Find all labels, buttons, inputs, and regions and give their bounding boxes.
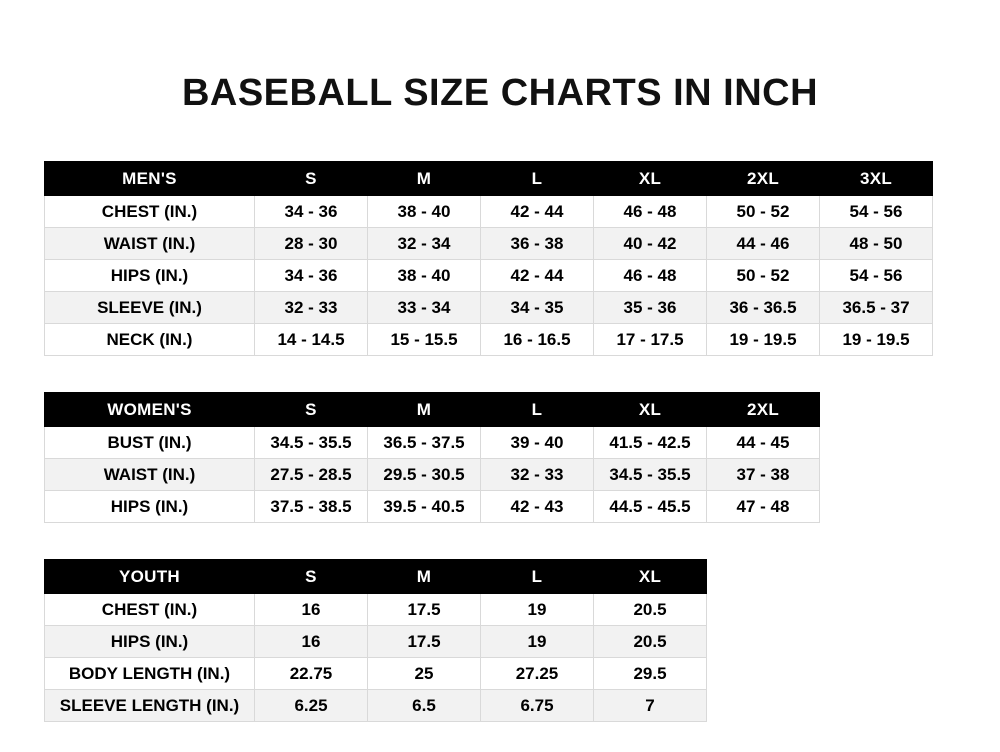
table-cell: 36.5 - 37.5 <box>368 427 481 459</box>
table-cell: 17.5 <box>368 626 481 658</box>
column-header: L <box>481 560 594 594</box>
table-cell: 38 - 40 <box>368 196 481 228</box>
table-cell: 6.25 <box>255 690 368 722</box>
row-label: WAIST (IN.) <box>45 459 255 491</box>
row-label: HIPS (IN.) <box>45 626 255 658</box>
charts-container <box>0 161 1000 722</box>
row-label: CHEST (IN.) <box>45 594 255 626</box>
table-cell: 34 - 36 <box>255 260 368 292</box>
table-cell: 34.5 - 35.5 <box>594 459 707 491</box>
table-row <box>45 594 707 626</box>
table-cell: 54 - 56 <box>820 196 933 228</box>
column-header: L <box>481 162 594 196</box>
table-cell: 36.5 - 37 <box>820 292 933 324</box>
table-cell: 34 - 36 <box>255 196 368 228</box>
table-header-row <box>45 162 933 196</box>
column-header: 2XL <box>707 162 820 196</box>
table-cell: 36 - 36.5 <box>707 292 820 324</box>
table-cell: 20.5 <box>594 626 707 658</box>
table-row <box>45 459 820 491</box>
table-cell: 7 <box>594 690 707 722</box>
table-cell: 27.25 <box>481 658 594 690</box>
table-cell: 34 - 35 <box>481 292 594 324</box>
column-header: MEN'S <box>45 162 255 196</box>
table-cell: 39 - 40 <box>481 427 594 459</box>
table-row <box>45 690 707 722</box>
table-row <box>45 324 933 356</box>
table-cell: 29.5 - 30.5 <box>368 459 481 491</box>
table-cell: 46 - 48 <box>594 260 707 292</box>
column-header: XL <box>594 162 707 196</box>
table-cell: 32 - 33 <box>255 292 368 324</box>
table-cell: 40 - 42 <box>594 228 707 260</box>
table-cell: 50 - 52 <box>707 196 820 228</box>
table-cell: 17 - 17.5 <box>594 324 707 356</box>
table-cell: 27.5 - 28.5 <box>255 459 368 491</box>
table-cell: 35 - 36 <box>594 292 707 324</box>
column-header: XL <box>594 560 707 594</box>
table-row <box>45 491 820 523</box>
page-title: BASEBALL SIZE CHARTS IN INCH <box>181 72 819 114</box>
table-cell: 44 - 46 <box>707 228 820 260</box>
row-label: BUST (IN.) <box>45 427 255 459</box>
table-cell: 29.5 <box>594 658 707 690</box>
table-row <box>45 427 820 459</box>
table-cell: 19 - 19.5 <box>707 324 820 356</box>
table-cell: 38 - 40 <box>368 260 481 292</box>
table-cell: 37.5 - 38.5 <box>255 491 368 523</box>
column-header: 3XL <box>820 162 933 196</box>
table-cell: 44 - 45 <box>707 427 820 459</box>
column-header: M <box>368 162 481 196</box>
table-cell: 42 - 44 <box>481 260 594 292</box>
table-cell: 41.5 - 42.5 <box>594 427 707 459</box>
table-header-row <box>45 393 820 427</box>
table-cell: 19 <box>481 626 594 658</box>
table-row <box>45 292 933 324</box>
table-cell: 28 - 30 <box>255 228 368 260</box>
table-row <box>45 626 707 658</box>
column-header: S <box>255 162 368 196</box>
table-cell: 17.5 <box>368 594 481 626</box>
row-label: BODY LENGTH (IN.) <box>45 658 255 690</box>
column-header: L <box>481 393 594 427</box>
row-label: WAIST (IN.) <box>45 228 255 260</box>
row-label: SLEEVE (IN.) <box>45 292 255 324</box>
column-header: M <box>368 560 481 594</box>
table-cell: 48 - 50 <box>820 228 933 260</box>
table-cell: 36 - 38 <box>481 228 594 260</box>
table-cell: 6.5 <box>368 690 481 722</box>
table-cell: 20.5 <box>594 594 707 626</box>
table-cell: 47 - 48 <box>707 491 820 523</box>
row-label: SLEEVE LENGTH (IN.) <box>45 690 255 722</box>
column-header: YOUTH <box>45 560 255 594</box>
mens-size-table <box>44 161 933 356</box>
table-cell: 42 - 44 <box>481 196 594 228</box>
column-header: S <box>255 560 368 594</box>
table-cell: 33 - 34 <box>368 292 481 324</box>
table-header-row <box>45 560 707 594</box>
table-row <box>45 196 933 228</box>
table-cell: 22.75 <box>255 658 368 690</box>
table-cell: 32 - 34 <box>368 228 481 260</box>
table-row <box>45 658 707 690</box>
column-header: 2XL <box>707 393 820 427</box>
column-header: S <box>255 393 368 427</box>
row-label: HIPS (IN.) <box>45 260 255 292</box>
table-row <box>45 260 933 292</box>
table-cell: 6.75 <box>481 690 594 722</box>
table-cell: 14 - 14.5 <box>255 324 368 356</box>
table-cell: 34.5 - 35.5 <box>255 427 368 459</box>
table-cell: 42 - 43 <box>481 491 594 523</box>
table-cell: 32 - 33 <box>481 459 594 491</box>
table-cell: 16 <box>255 626 368 658</box>
row-label: HIPS (IN.) <box>45 491 255 523</box>
table-cell: 39.5 - 40.5 <box>368 491 481 523</box>
table-cell: 15 - 15.5 <box>368 324 481 356</box>
table-cell: 19 <box>481 594 594 626</box>
table-cell: 25 <box>368 658 481 690</box>
table-cell: 46 - 48 <box>594 196 707 228</box>
table-cell: 16 - 16.5 <box>481 324 594 356</box>
column-header: XL <box>594 393 707 427</box>
table-cell: 16 <box>255 594 368 626</box>
table-cell: 54 - 56 <box>820 260 933 292</box>
table-cell: 50 - 52 <box>707 260 820 292</box>
table-cell: 44.5 - 45.5 <box>594 491 707 523</box>
column-header: M <box>368 393 481 427</box>
table-cell: 37 - 38 <box>707 459 820 491</box>
row-label: CHEST (IN.) <box>45 196 255 228</box>
table-cell: 19 - 19.5 <box>820 324 933 356</box>
youth-size-table <box>44 559 707 722</box>
womens-size-table <box>44 392 820 523</box>
table-row <box>45 228 933 260</box>
column-header: WOMEN'S <box>45 393 255 427</box>
row-label: NECK (IN.) <box>45 324 255 356</box>
